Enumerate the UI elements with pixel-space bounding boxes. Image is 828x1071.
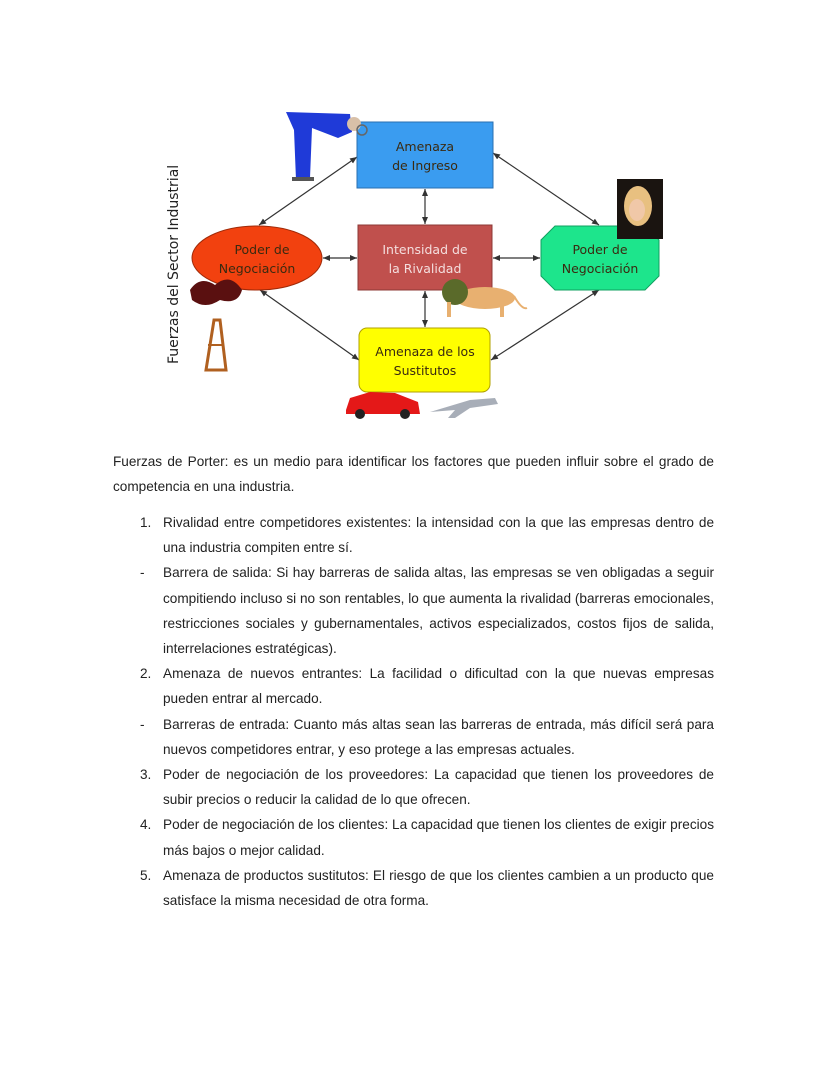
svg-text:Sustitutos: Sustitutos <box>393 363 457 378</box>
list-item-text: Poder de negociación de los clientes: La capacidad que tienen los clientes de exigir precios más bajos o mejor calidad. <box>163 817 714 858</box>
list-item <box>113 762 714 812</box>
svg-text:Intensidad de: Intensidad de <box>382 242 468 257</box>
list-marker: 3. <box>140 767 152 783</box>
list-item <box>113 560 714 661</box>
supplier-power-ellipse <box>192 226 322 290</box>
list-marker: 2. <box>140 666 152 682</box>
woman-photo-image <box>617 179 663 239</box>
svg-text:Amenaza: Amenaza <box>395 139 455 154</box>
list-item-text: Barrera de salida: Si hay barreras de salida altas, las empresas se ven obligadas a seguir compitiendo incluso si no son rentables, lo que aumenta la rivalidad (barreras emocionales, restricciones sociales y gubernamentales, activos especializados, costos fijos de salida, interrelaciones estratégicas). <box>163 565 714 657</box>
entry-threat-box <box>357 122 493 188</box>
intro-paragraph: Fuerzas de Porter: es un medio para identificar los factores que pueden influir sobre el grado de competencia en una industria. <box>113 454 714 494</box>
red-car-image <box>346 392 420 419</box>
jet-image <box>430 398 498 418</box>
svg-text:la Rivalidad: la Rivalidad <box>388 261 462 276</box>
list-marker: 5. <box>140 867 152 883</box>
list-item-text: Amenaza de productos sustitutos: El riesgo de que los clientes cambien a un producto que satisface la misma necesidad de otra forma. <box>163 867 714 909</box>
porter-five-forces-diagram <box>0 0 828 440</box>
list-item-text: Poder de negociación de los proveedores: La capacidad que tienen los proveedores de subir precios o reducir la calidad de lo que ofrecen. <box>163 767 714 808</box>
list-item <box>113 812 714 862</box>
list-item <box>113 863 714 913</box>
svg-text:Poder de: Poder de <box>572 242 628 257</box>
list-item-text: Rivalidad entre competidores existentes: la intensidad con la que las empresas dentro de una industria compiten entre sí. <box>163 515 714 556</box>
man-with-magnifier-image <box>286 112 367 181</box>
list-marker: - <box>140 565 145 581</box>
list-marker: 1. <box>140 515 152 530</box>
svg-text:Amenaza de los: Amenaza de los <box>375 344 475 359</box>
svg-text:de Ingreso: de Ingreso <box>392 158 458 173</box>
side-label: Fuerzas del Sector Industrial <box>166 164 182 364</box>
list-item-text: Amenaza de nuevos entrantes: La facilidad o dificultad con la que nuevas empresas pueden entrar al mercado. <box>163 666 714 707</box>
list-marker: 4. <box>140 817 152 833</box>
svg-text:Negociación: Negociación <box>218 261 296 276</box>
list-item <box>113 510 714 560</box>
list-marker: - <box>140 716 145 732</box>
list-item <box>113 661 714 711</box>
forces-list <box>113 510 714 913</box>
list-item <box>113 712 714 762</box>
svg-text:Poder de: Poder de <box>234 242 290 257</box>
oil-derrick-image <box>190 280 242 370</box>
substitutes-box <box>359 328 490 392</box>
rivalry-box <box>358 225 492 290</box>
svg-text:Negociación: Negociación <box>561 261 639 276</box>
list-item-text: Barreras de entrada: Cuanto más altas sean las barreras de entrada, más difícil será para nuevos competidores entrar, y eso protege a las empresas actuales. <box>163 716 714 757</box>
